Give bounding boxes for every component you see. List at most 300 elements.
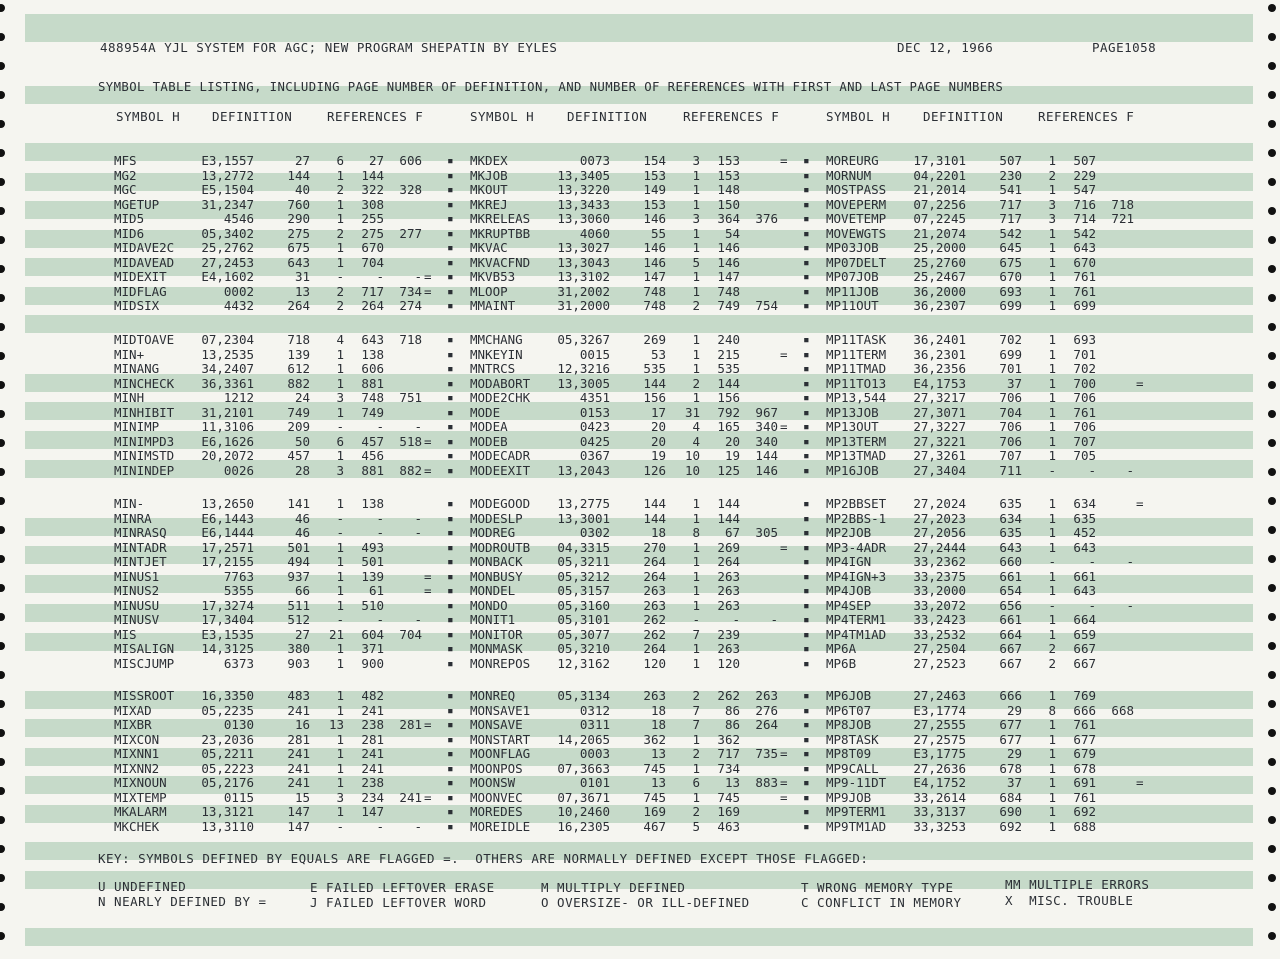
table-row bbox=[470, 541, 810, 556]
reference-count: 1 bbox=[1048, 390, 1056, 405]
first-ref-page: 239 bbox=[717, 626, 740, 642]
definition-page: 29 bbox=[1006, 702, 1022, 718]
column-separator-mark: ▪ bbox=[803, 689, 810, 702]
first-ref-page: 147 bbox=[717, 269, 740, 284]
tractor-hole bbox=[1268, 787, 1276, 795]
reference-count: 1 bbox=[692, 346, 700, 362]
symbol-name: MP11TERM bbox=[826, 346, 887, 362]
column-separator-mark: ▪ bbox=[447, 732, 454, 746]
first-ref-page: 153 bbox=[717, 153, 740, 168]
definition-page: 706 bbox=[999, 433, 1022, 449]
definition-address: 07,3663 bbox=[557, 760, 610, 776]
column-separator-mark: ▪ bbox=[447, 689, 454, 702]
tractor-hole bbox=[0, 236, 5, 244]
symbol-name: MP6JOB bbox=[826, 688, 872, 703]
definition-address: 27,2056 bbox=[913, 525, 966, 540]
reference-count: 1 bbox=[692, 641, 700, 656]
definition-page: 144 bbox=[643, 375, 666, 391]
symbol-block-4-column-1 bbox=[114, 689, 454, 834]
reference-count: 2 bbox=[1048, 167, 1056, 183]
last-ref-page: - bbox=[414, 269, 422, 284]
symbol-name: MP4TERM1 bbox=[826, 612, 887, 627]
reference-count: 1 bbox=[1048, 818, 1056, 834]
first-ref-page: 322 bbox=[361, 182, 384, 197]
table-row bbox=[114, 657, 454, 672]
table-row bbox=[826, 541, 1166, 556]
first-ref-page: 542 bbox=[1073, 225, 1096, 241]
table-row bbox=[826, 613, 1166, 628]
tractor-hole bbox=[0, 497, 5, 505]
table-row bbox=[470, 377, 810, 392]
symbol-name: MOREIDLE bbox=[470, 818, 531, 834]
table-row bbox=[114, 406, 454, 421]
symbol-name: MONREPOS bbox=[470, 655, 531, 671]
definition-address: 0367 bbox=[579, 448, 610, 463]
first-ref-page: 144 bbox=[717, 375, 740, 391]
reference-count: 1 bbox=[692, 332, 700, 347]
definition-page: 748 bbox=[643, 298, 666, 313]
reference-count: 1 bbox=[1048, 298, 1056, 313]
last-ref-page: 883 bbox=[755, 775, 778, 790]
definition-page: 19 bbox=[650, 448, 666, 463]
definition-address: 0101 bbox=[579, 775, 610, 790]
definition-address: 36,2356 bbox=[913, 361, 966, 376]
program-line: 488954A YJL SYSTEM FOR AGC; NEW PROGRAM SHEPATIN BY EYLES bbox=[100, 40, 558, 55]
key-x-misc: X MISC. TROUBLE bbox=[1005, 893, 1134, 908]
last-ref-page: 277 bbox=[399, 225, 422, 241]
key-c-conflict: C CONFLICT IN MEMORY bbox=[801, 895, 962, 910]
key-title: KEY: SYMBOLS DEFINED BY EQUALS ARE FLAGGED =. OTHERS ARE NORMALLY DEFINED EXCEPT THOSE FLAGGED: bbox=[98, 851, 869, 866]
definition-page: 707 bbox=[999, 448, 1022, 463]
definition-address: 33,3137 bbox=[913, 804, 966, 819]
first-ref-page: 717 bbox=[361, 283, 384, 299]
definition-address: 16,2305 bbox=[557, 818, 610, 834]
tractor-hole bbox=[0, 62, 5, 70]
symbol-name: MP6A bbox=[826, 641, 857, 656]
tractor-hole bbox=[0, 700, 5, 708]
first-ref-page: 255 bbox=[361, 211, 384, 226]
column-separator-mark: ▪ bbox=[447, 376, 454, 390]
table-row bbox=[826, 747, 1166, 762]
reference-count: 8 bbox=[1048, 702, 1056, 718]
reference-count: 4 bbox=[692, 433, 700, 449]
definition-address: E5,1504 bbox=[201, 182, 254, 197]
definition-address: 20,2072 bbox=[201, 448, 254, 463]
definition-address: 05,3157 bbox=[557, 583, 610, 598]
definition-page: 120 bbox=[643, 655, 666, 671]
equals-flag: = bbox=[780, 153, 788, 168]
definition-address: 05,2223 bbox=[201, 760, 254, 776]
column-separator-mark: ▪ bbox=[803, 255, 810, 269]
first-ref-page: 457 bbox=[361, 433, 384, 449]
reference-count: 1 bbox=[1048, 182, 1056, 197]
tractor-hole bbox=[0, 845, 5, 853]
equals-flag: = bbox=[424, 789, 432, 805]
first-ref-page: 693 bbox=[1073, 332, 1096, 347]
definition-page: 612 bbox=[287, 361, 310, 376]
definition-address: 31,2002 bbox=[557, 283, 610, 299]
symbol-block-2-column-1 bbox=[114, 333, 454, 478]
first-ref-page: 761 bbox=[1073, 789, 1096, 805]
table-row bbox=[114, 526, 454, 541]
symbol-name: MP13TMAD bbox=[826, 448, 887, 463]
reference-count: - bbox=[692, 612, 700, 627]
column-separator-mark: ▪ bbox=[447, 584, 454, 597]
definition-address: 6373 bbox=[223, 655, 254, 671]
symbol-name: MP4TM1AD bbox=[826, 626, 887, 642]
reference-count: 1 bbox=[1048, 225, 1056, 241]
definition-page: 37 bbox=[1006, 375, 1022, 391]
reference-count: 1 bbox=[336, 448, 344, 463]
definition-page: 46 bbox=[294, 525, 310, 540]
equals-flag: = bbox=[780, 419, 788, 434]
symbol-name: MKCHEK bbox=[114, 818, 160, 834]
reference-count: 7 bbox=[692, 717, 700, 732]
last-ref-page: 305 bbox=[755, 525, 778, 540]
first-ref-page: 238 bbox=[361, 717, 384, 732]
table-row bbox=[470, 285, 810, 300]
definition-address: 27,2504 bbox=[913, 641, 966, 656]
last-ref-page: - bbox=[1126, 597, 1134, 613]
definition-page: 28 bbox=[294, 462, 310, 478]
reference-count: 1 bbox=[692, 283, 700, 299]
definition-address: 33,2072 bbox=[913, 597, 966, 613]
reference-count: 1 bbox=[1048, 153, 1056, 168]
symbol-name: MISCJUMP bbox=[114, 655, 175, 671]
column-separator-mark: ▪ bbox=[803, 226, 810, 240]
column-separator-mark: ▪ bbox=[447, 241, 454, 254]
symbol-name: MINIMSTD bbox=[114, 448, 175, 463]
definition-address: 13,3027 bbox=[557, 240, 610, 255]
first-ref-page: 482 bbox=[361, 688, 384, 703]
reference-count: 1 bbox=[1048, 789, 1056, 805]
reference-count: 3 bbox=[336, 390, 344, 405]
definition-page: 275 bbox=[287, 225, 310, 241]
first-ref-page: 238 bbox=[361, 775, 384, 790]
definition-page: 760 bbox=[287, 196, 310, 212]
column-separator-mark: ▪ bbox=[803, 555, 810, 568]
equals-flag: = bbox=[780, 539, 788, 555]
symbol-block-1-column-3 bbox=[826, 154, 1166, 314]
column-separator-mark: ▪ bbox=[803, 284, 810, 298]
definition-page: 702 bbox=[999, 332, 1022, 347]
tractor-hole bbox=[1268, 729, 1276, 737]
table-row bbox=[114, 377, 454, 392]
definition-page: 635 bbox=[999, 525, 1022, 540]
reference-count: 3 bbox=[1048, 211, 1056, 226]
reference-count: 1 bbox=[336, 746, 344, 761]
definition-page: 20 bbox=[650, 419, 666, 434]
reference-count: 1 bbox=[692, 655, 700, 671]
reference-count: - bbox=[336, 818, 344, 834]
first-ref-page: 745 bbox=[717, 789, 740, 805]
column-separator-mark: ▪ bbox=[447, 761, 454, 775]
reference-count: 1 bbox=[336, 688, 344, 703]
column-separator-mark: ▪ bbox=[447, 255, 454, 269]
tractor-hole bbox=[1268, 236, 1276, 244]
symbol-name: MKRELEAS bbox=[470, 211, 531, 226]
first-ref-page: 264 bbox=[361, 298, 384, 313]
definition-page: 661 bbox=[999, 612, 1022, 627]
definition-address: 33,2375 bbox=[913, 568, 966, 584]
table-row bbox=[826, 169, 1166, 184]
definition-address: 23,2036 bbox=[201, 731, 254, 747]
first-ref-page: - bbox=[732, 612, 740, 627]
symbol-name: MP07JOB bbox=[826, 269, 879, 284]
definition-address: 13,3005 bbox=[557, 375, 610, 391]
table-row bbox=[470, 256, 810, 271]
tractor-hole bbox=[1268, 700, 1276, 708]
table-row bbox=[826, 497, 1166, 512]
reference-count: 1 bbox=[1048, 375, 1056, 391]
definition-page: 718 bbox=[287, 332, 310, 347]
tractor-hole bbox=[1268, 642, 1276, 650]
table-row bbox=[826, 154, 1166, 169]
reference-count: 4 bbox=[692, 419, 700, 434]
equals-flag: = bbox=[780, 746, 788, 761]
symbol-name: MP13OUT bbox=[826, 419, 879, 434]
first-ref-page: 507 bbox=[1073, 153, 1096, 168]
table-row bbox=[470, 776, 810, 791]
definition-address: 13,3001 bbox=[557, 510, 610, 526]
reference-count: 1 bbox=[336, 731, 344, 747]
definition-address: 27,2636 bbox=[913, 760, 966, 776]
table-row bbox=[470, 555, 810, 570]
column-separator-mark: ▪ bbox=[803, 168, 810, 182]
reference-count: 1 bbox=[336, 655, 344, 671]
symbol-name: MP4IGN+3 bbox=[826, 568, 887, 584]
reference-count: - bbox=[336, 510, 344, 526]
tractor-hole bbox=[1268, 526, 1276, 534]
symbol-name: MKOUT bbox=[470, 182, 508, 197]
definition-address: 05,2176 bbox=[201, 775, 254, 790]
tractor-hole bbox=[1268, 613, 1276, 621]
first-ref-page: 734 bbox=[717, 760, 740, 776]
definition-address: 5355 bbox=[223, 583, 254, 598]
reference-count: 7 bbox=[692, 702, 700, 718]
last-ref-page: 340 bbox=[755, 419, 778, 434]
table-row bbox=[826, 377, 1166, 392]
last-ref-page: 721 bbox=[1111, 211, 1134, 226]
definition-page: 263 bbox=[643, 597, 666, 613]
symbol-name: MIXAD bbox=[114, 702, 152, 718]
reference-count: 1 bbox=[1048, 612, 1056, 627]
reference-count: 1 bbox=[336, 211, 344, 226]
tractor-hole bbox=[0, 874, 5, 882]
equals-flag: = bbox=[780, 789, 788, 805]
definition-address: 36,2307 bbox=[913, 298, 966, 313]
column-separator-mark: ▪ bbox=[803, 747, 810, 760]
first-ref-page: 362 bbox=[717, 731, 740, 747]
reference-count: 8 bbox=[692, 525, 700, 540]
definition-page: 141 bbox=[287, 496, 310, 511]
column-separator-mark: ▪ bbox=[803, 656, 810, 670]
definition-page: 692 bbox=[999, 818, 1022, 834]
symbol-name: MOONFLAG bbox=[470, 746, 531, 761]
symbol-name: MODE2CHK bbox=[470, 390, 531, 405]
first-ref-page: 13 bbox=[724, 775, 740, 790]
last-ref-page: 704 bbox=[399, 626, 422, 642]
first-ref-page: 714 bbox=[1073, 211, 1096, 226]
definition-page: 666 bbox=[999, 688, 1022, 703]
table-row bbox=[470, 154, 810, 169]
reference-count: 1 bbox=[336, 583, 344, 598]
symbol-name: MORNUM bbox=[826, 167, 872, 183]
first-ref-page: - bbox=[1088, 554, 1096, 569]
reference-count: 1 bbox=[1048, 269, 1056, 284]
reference-count: 2 bbox=[1048, 641, 1056, 656]
reference-count: 1 bbox=[336, 196, 344, 212]
definition-page: 149 bbox=[643, 182, 666, 197]
first-ref-page: 20 bbox=[724, 433, 740, 449]
definition-address: 17,2571 bbox=[201, 539, 254, 555]
definition-page: 20 bbox=[650, 433, 666, 449]
first-ref-page: 699 bbox=[1073, 298, 1096, 313]
definition-page: 467 bbox=[643, 818, 666, 834]
symbol-name: MINTADR bbox=[114, 539, 167, 555]
first-ref-page: 215 bbox=[717, 346, 740, 362]
definition-page: 717 bbox=[999, 196, 1022, 212]
definition-page: 457 bbox=[287, 448, 310, 463]
symbol-name: MONITOR bbox=[470, 626, 523, 642]
first-ref-page: 604 bbox=[361, 626, 384, 642]
reference-count: 1 bbox=[1048, 448, 1056, 463]
column-separator-mark: ▪ bbox=[803, 540, 810, 554]
definition-page: 684 bbox=[999, 789, 1022, 805]
first-ref-page: 156 bbox=[717, 390, 740, 405]
definition-page: 667 bbox=[999, 655, 1022, 671]
first-ref-page: 27 bbox=[368, 153, 384, 168]
definition-page: 144 bbox=[287, 167, 310, 183]
tractor-hole bbox=[1268, 555, 1276, 563]
reference-count: 5 bbox=[692, 254, 700, 270]
symbol-name: MIXTEMP bbox=[114, 789, 167, 805]
definition-address: E4,1753 bbox=[913, 375, 966, 391]
tractor-hole bbox=[1268, 468, 1276, 476]
table-row bbox=[826, 628, 1166, 643]
column-separator-mark: ▪ bbox=[803, 761, 810, 775]
symbol-name: MOSTPASS bbox=[826, 182, 887, 197]
definition-page: 699 bbox=[999, 346, 1022, 362]
table-row bbox=[470, 198, 810, 213]
last-ref-page: 144 bbox=[755, 448, 778, 463]
reference-count: 1 bbox=[692, 269, 700, 284]
definition-address: E3,1557 bbox=[201, 153, 254, 168]
definition-page: 40 bbox=[294, 182, 310, 197]
table-row bbox=[826, 512, 1166, 527]
column-separator-mark: ▪ bbox=[803, 732, 810, 746]
symbol-name: MP8JOB bbox=[826, 717, 872, 732]
tractor-hole bbox=[1268, 4, 1276, 12]
symbol-name: MNTRCS bbox=[470, 361, 516, 376]
definition-page: 263 bbox=[643, 688, 666, 703]
definition-page: 241 bbox=[287, 702, 310, 718]
tractor-hole bbox=[0, 178, 5, 186]
column-separator-mark: ▪ bbox=[803, 420, 810, 433]
first-ref-page: 147 bbox=[361, 804, 384, 819]
first-ref-page: 229 bbox=[1073, 167, 1096, 183]
table-row bbox=[470, 805, 810, 820]
first-ref-page: 281 bbox=[361, 731, 384, 747]
definition-address: 0312 bbox=[579, 702, 610, 718]
tractor-hole bbox=[1268, 758, 1276, 766]
definition-page: 15 bbox=[294, 789, 310, 805]
symbol-name: MIDEXIT bbox=[114, 269, 167, 284]
symbol-name: MP4IGN bbox=[826, 554, 872, 569]
tractor-hole bbox=[1268, 207, 1276, 215]
tractor-hole bbox=[0, 91, 5, 99]
first-ref-page: 688 bbox=[1073, 818, 1096, 834]
definition-address: 25,2762 bbox=[201, 240, 254, 255]
definition-page: 27 bbox=[294, 626, 310, 642]
table-row bbox=[826, 642, 1166, 657]
last-ref-page: 734 bbox=[399, 283, 422, 299]
definition-page: 262 bbox=[643, 626, 666, 642]
definition-page: 748 bbox=[643, 283, 666, 299]
reference-count: 1 bbox=[1048, 731, 1056, 747]
definition-page: 264 bbox=[643, 641, 666, 656]
column-separator-mark: ▪ bbox=[803, 270, 810, 283]
first-ref-page: 125 bbox=[717, 462, 740, 478]
definition-page: 264 bbox=[287, 298, 310, 313]
reference-count: 1 bbox=[692, 240, 700, 255]
tractor-hole bbox=[0, 613, 5, 621]
definition-page: 290 bbox=[287, 211, 310, 226]
table-row bbox=[826, 733, 1166, 748]
reference-count: 1 bbox=[1048, 775, 1056, 790]
definition-address: 36,2301 bbox=[913, 346, 966, 362]
definition-address: 25,2760 bbox=[913, 254, 966, 270]
first-ref-page: 748 bbox=[361, 390, 384, 405]
symbol-name: MP2BBSET bbox=[826, 496, 887, 511]
symbol-name: MMCHANG bbox=[470, 332, 523, 347]
definition-address: 7763 bbox=[223, 568, 254, 584]
definition-page: 153 bbox=[643, 167, 666, 183]
symbol-name: MODABORT bbox=[470, 375, 531, 391]
first-ref-page: 670 bbox=[361, 240, 384, 255]
definition-address: 27,2453 bbox=[201, 254, 254, 270]
definition-page: 542 bbox=[999, 225, 1022, 241]
column-separator-mark: ▪ bbox=[447, 598, 454, 612]
definition-page: 230 bbox=[999, 167, 1022, 183]
first-ref-page: 679 bbox=[1073, 746, 1096, 761]
symbol-name: MMAINT bbox=[470, 298, 516, 313]
reference-count: - bbox=[1048, 597, 1056, 613]
reference-count: 1 bbox=[336, 375, 344, 391]
reference-count: 1 bbox=[692, 760, 700, 776]
table-row bbox=[114, 333, 454, 348]
column-separator-mark: ▪ bbox=[447, 212, 454, 225]
table-row bbox=[114, 270, 454, 285]
definition-page: 144 bbox=[643, 510, 666, 526]
definition-page: 46 bbox=[294, 510, 310, 526]
column-separator-mark: ▪ bbox=[803, 776, 810, 789]
symbol-name: MGC bbox=[114, 182, 137, 197]
definition-address: 33,3253 bbox=[913, 818, 966, 834]
column-separator-mark: ▪ bbox=[447, 420, 454, 433]
first-ref-page: 881 bbox=[361, 375, 384, 391]
first-ref-page: 643 bbox=[361, 332, 384, 347]
symbol-name: MONBUSY bbox=[470, 568, 523, 584]
symbol-name: MIN+ bbox=[114, 346, 145, 362]
first-ref-page: 692 bbox=[1073, 804, 1096, 819]
first-ref-page: 606 bbox=[361, 361, 384, 376]
column-separator-mark: ▪ bbox=[447, 627, 454, 641]
reference-count: 1 bbox=[336, 539, 344, 555]
symbol-name: MP8T09 bbox=[826, 746, 872, 761]
reference-count: 1 bbox=[336, 641, 344, 656]
table-row bbox=[470, 333, 810, 348]
